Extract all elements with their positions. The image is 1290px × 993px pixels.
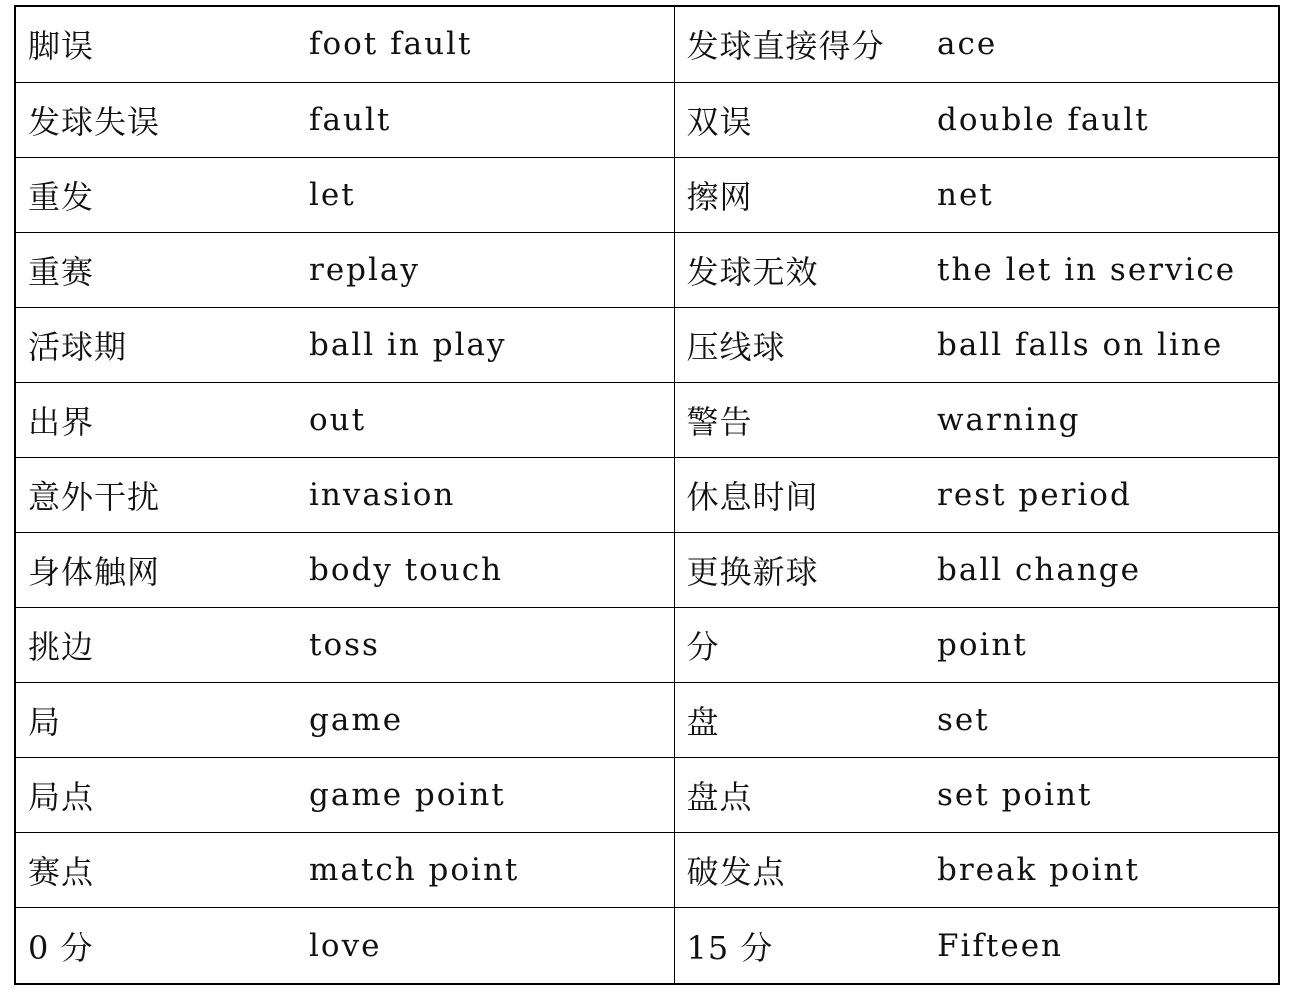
table-row	[16, 608, 1278, 683]
term-chinese: 发球失误	[16, 82, 309, 157]
term-chinese: 重发	[16, 157, 309, 232]
term-chinese: 重赛	[16, 232, 309, 307]
tennis-terms-table	[16, 7, 1278, 983]
term-chinese: 警告	[674, 382, 937, 457]
term-chinese: 盘点	[674, 758, 937, 833]
term-chinese: 意外干扰	[16, 457, 309, 532]
term-chinese: 破发点	[674, 833, 937, 908]
term-english: warning	[937, 382, 1278, 457]
term-english: double fault	[937, 82, 1278, 157]
term-chinese: 脚误	[28, 27, 95, 66]
term-english: foot fault	[309, 26, 473, 63]
term-chinese: 出界	[16, 382, 309, 457]
term-english: ball in play	[309, 307, 674, 382]
term-english: game	[309, 683, 674, 758]
term-english: rest period	[937, 457, 1278, 532]
table-row	[16, 758, 1278, 833]
term-chinese: 0 分	[16, 908, 309, 983]
term-english: Fifteen	[937, 908, 1278, 983]
term-english: toss	[309, 608, 674, 683]
term-english: game point	[309, 758, 674, 833]
term-chinese: 身体触网	[16, 532, 309, 607]
table-row	[16, 7, 1278, 82]
table-row	[16, 908, 1278, 983]
table-row	[16, 307, 1278, 382]
term-chinese: 挑边	[16, 608, 309, 683]
table-row	[16, 457, 1278, 532]
term-chinese: 分	[674, 608, 937, 683]
table-row	[16, 232, 1278, 307]
term-english: ball change	[937, 532, 1278, 607]
term-chinese: 盘	[674, 683, 937, 758]
term-english: set	[937, 683, 1278, 758]
term-english: ace	[937, 26, 998, 63]
term-english: out	[309, 382, 674, 457]
term-english: let	[309, 157, 674, 232]
term-english: replay	[309, 232, 674, 307]
term-english: invasion	[309, 457, 674, 532]
table-row	[16, 82, 1278, 157]
table-row	[16, 532, 1278, 607]
table-body	[16, 7, 1278, 983]
term-english: the let in service	[937, 232, 1278, 307]
term-chinese: 更换新球	[674, 532, 937, 607]
term-english: point	[937, 608, 1278, 683]
term-chinese: 压线球	[674, 307, 937, 382]
term-english: love	[309, 908, 674, 983]
table-row	[16, 683, 1278, 758]
term-chinese: 休息时间	[674, 457, 937, 532]
term-chinese: 赛点	[16, 833, 309, 908]
table-row	[16, 833, 1278, 908]
term-english: ball falls on line	[937, 307, 1278, 382]
term-english: fault	[309, 82, 674, 157]
term-chinese: 双误	[674, 82, 937, 157]
term-english: set point	[937, 758, 1278, 833]
term-chinese: 局点	[16, 758, 309, 833]
table-row	[16, 157, 1278, 232]
term-chinese: 15 分	[674, 908, 937, 983]
term-english: net	[937, 157, 1278, 232]
term-english: break point	[937, 833, 1278, 908]
term-english: body touch	[309, 532, 674, 607]
term-chinese: 活球期	[16, 307, 309, 382]
term-english: match point	[309, 833, 674, 908]
table-row	[16, 382, 1278, 457]
term-chinese: 发球直接得分	[674, 7, 937, 82]
glossary-table-frame	[14, 5, 1280, 985]
term-chinese: 局	[16, 683, 309, 758]
term-chinese: 发球无效	[674, 232, 937, 307]
term-chinese: 擦网	[674, 157, 937, 232]
